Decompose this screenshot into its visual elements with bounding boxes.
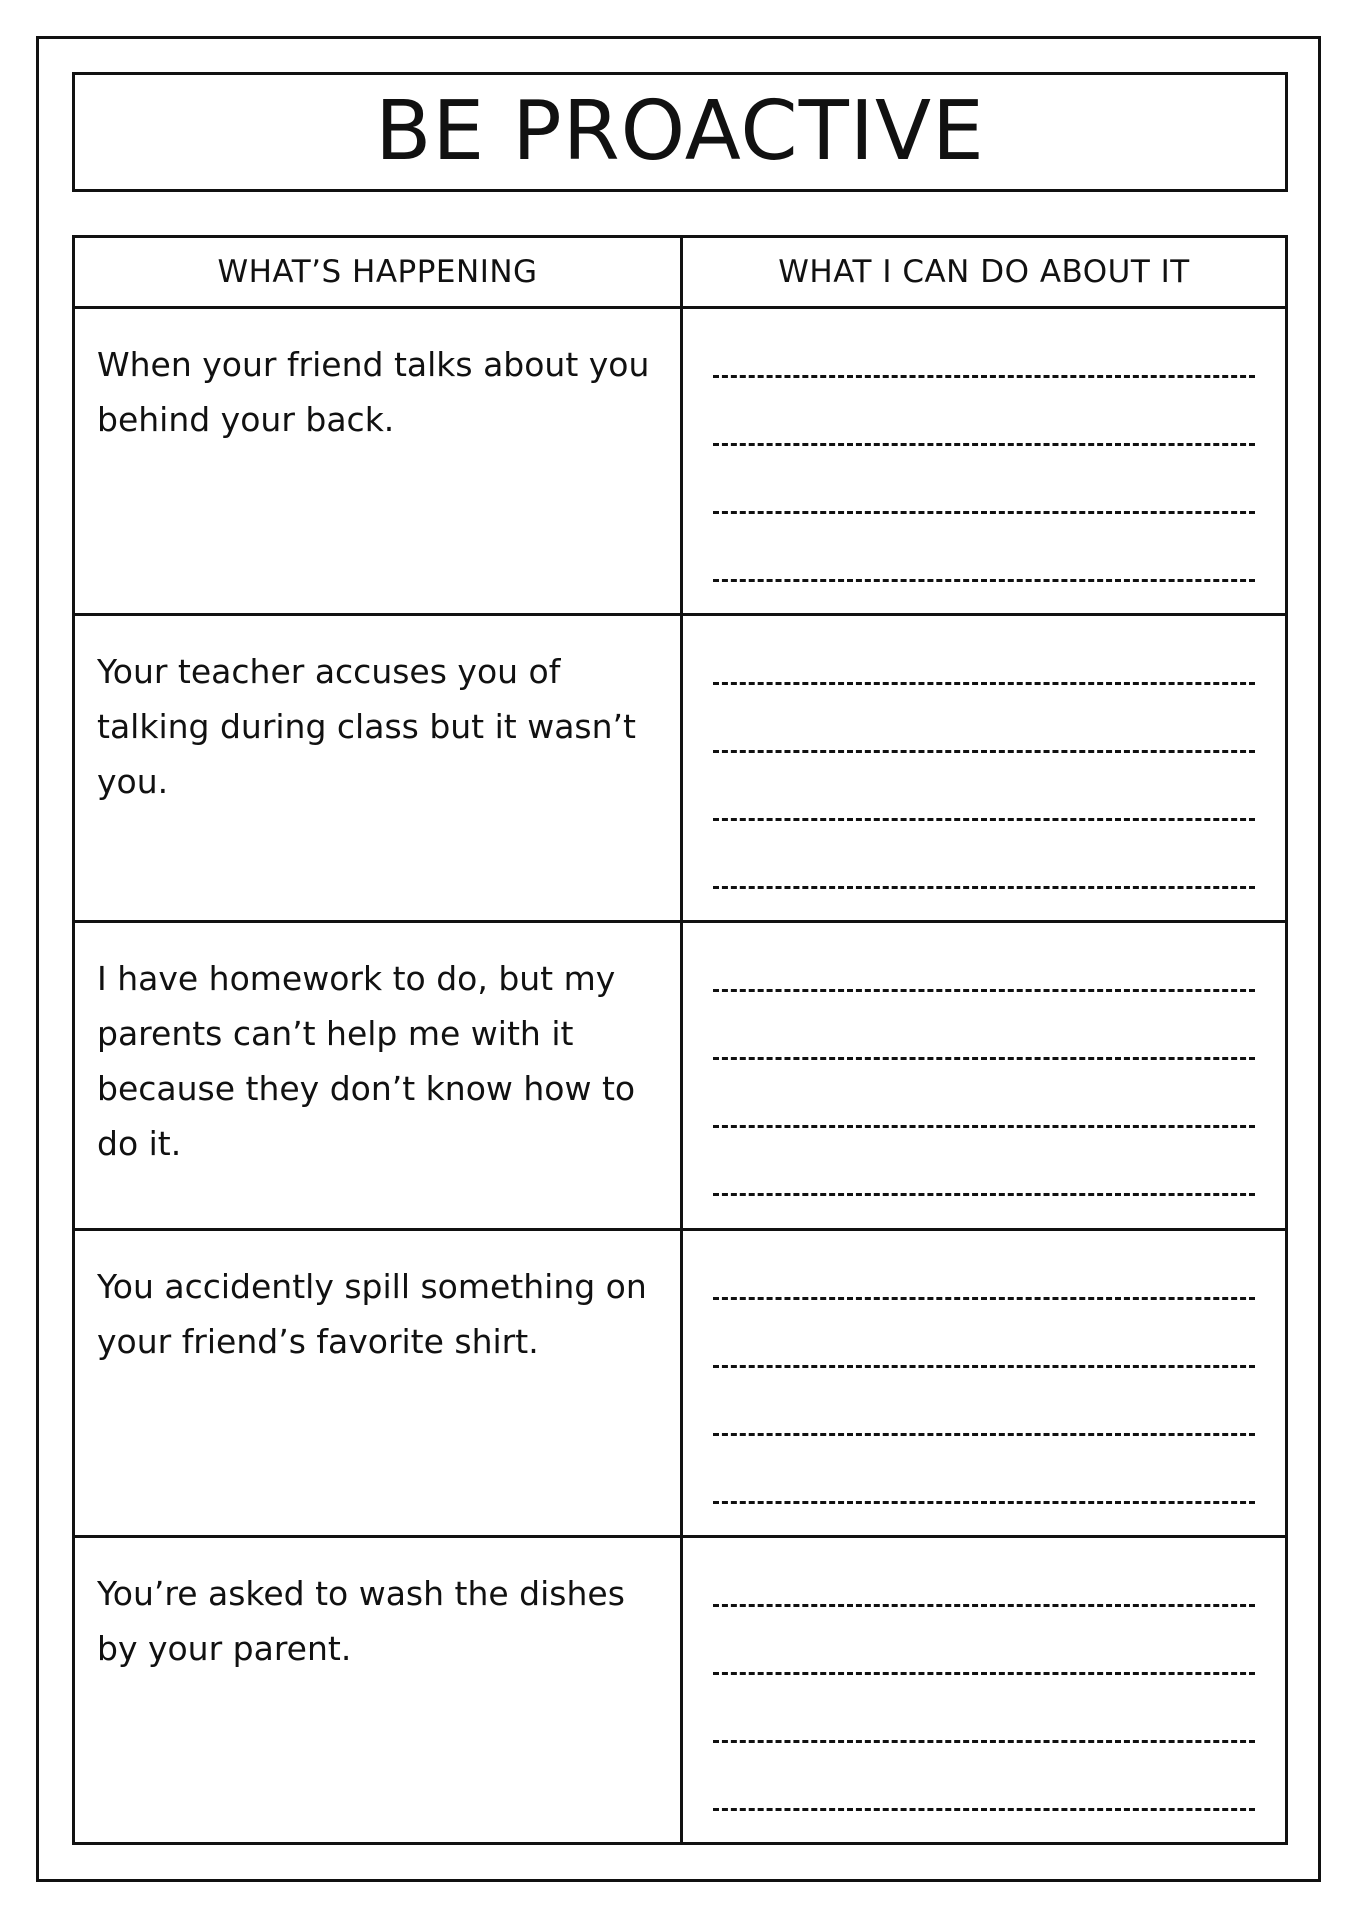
answer-line[interactable] [713, 1740, 1255, 1743]
table-header-row [75, 238, 1285, 309]
whats-happening-header: WHAT’S HAPPENING [75, 238, 683, 306]
answer-line[interactable] [713, 1433, 1255, 1436]
answer-line[interactable] [713, 886, 1255, 889]
answer-line[interactable] [713, 443, 1255, 446]
scenario-text: Your teacher accuses you of talking during class but it wasn’t you. [75, 616, 683, 920]
what-i-can-do-header: WHAT I CAN DO ABOUT IT [778, 253, 1190, 290]
table-row [75, 1538, 1285, 1842]
worksheet-table [72, 235, 1288, 1845]
answer-line[interactable] [713, 511, 1255, 514]
table-row [75, 923, 1285, 1230]
answer-line[interactable] [713, 1193, 1255, 1196]
answer-line[interactable] [713, 682, 1255, 685]
answer-area[interactable] [683, 923, 1285, 1227]
answer-line[interactable] [713, 1604, 1255, 1607]
answer-line[interactable] [713, 750, 1255, 753]
answer-line[interactable] [713, 1501, 1255, 1504]
answer-area[interactable] [683, 1538, 1285, 1842]
scenario-text: You accidently spill something on your friend’s favorite shirt. [75, 1231, 683, 1535]
answer-line[interactable] [713, 818, 1255, 821]
scenario-text: I have homework to do, but my parents can’t help me with it because they don’t know how to do it. [75, 923, 683, 1227]
answer-line[interactable] [713, 1808, 1255, 1811]
table-row [75, 309, 1285, 616]
scenario-text: You’re asked to wash the dishes by your parent. [75, 1538, 683, 1842]
table-row [75, 1231, 1285, 1538]
answer-area[interactable] [683, 616, 1285, 920]
scenario-text: When your friend talks about you behind your back. [75, 309, 683, 613]
answer-line[interactable] [713, 1125, 1255, 1128]
answer-line[interactable] [713, 579, 1255, 582]
answer-line[interactable] [713, 1057, 1255, 1060]
answer-area[interactable] [683, 1231, 1285, 1535]
table-row [75, 616, 1285, 923]
answer-line[interactable] [713, 1297, 1255, 1300]
answer-line[interactable] [713, 1365, 1255, 1368]
answer-area[interactable] [683, 309, 1285, 613]
answer-line[interactable] [713, 989, 1255, 992]
title-box [72, 72, 1288, 192]
answer-line[interactable] [713, 1672, 1255, 1675]
page-title: BE PROACTIVE [375, 84, 985, 179]
answer-line[interactable] [713, 375, 1255, 378]
